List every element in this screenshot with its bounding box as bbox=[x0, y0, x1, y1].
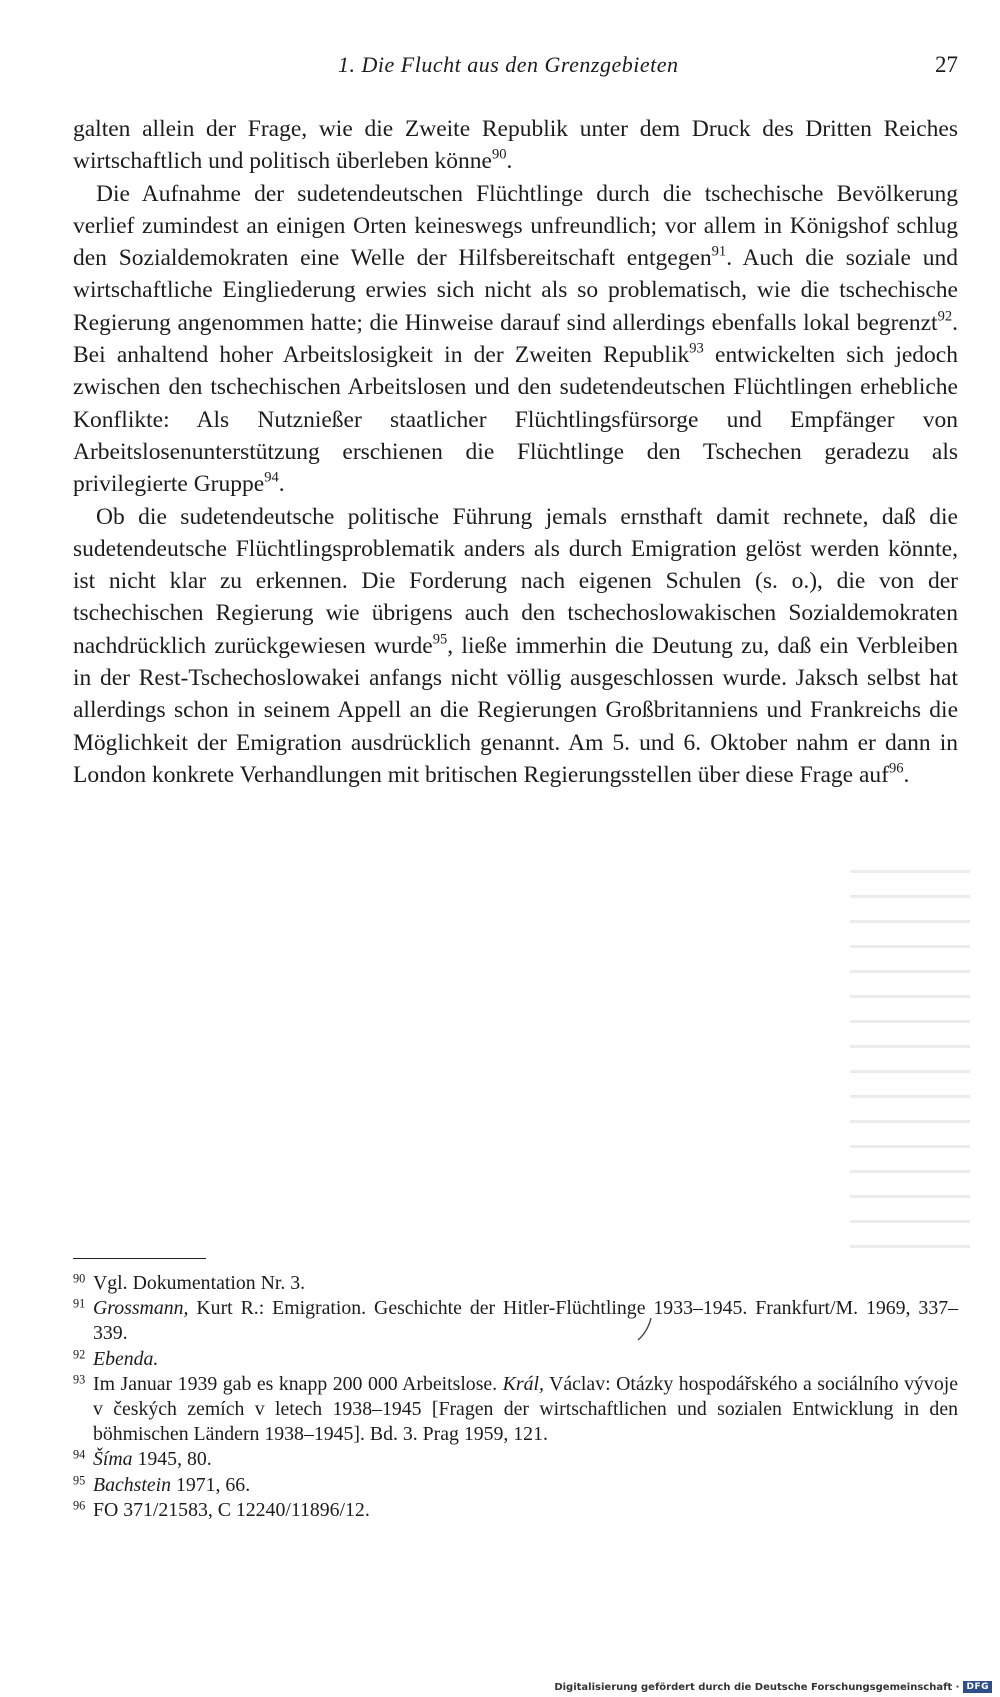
page-number: 27 bbox=[935, 52, 958, 77]
footnote-ref-91[interactable]: 91 bbox=[711, 243, 727, 260]
show-through-shadow bbox=[850, 870, 970, 1280]
footnote-91: $^{91}$ Grossmann, Kurt R.: Emigration. Geschichte der Hitler-Flüchtlinge 1933–1945. Frankfurt/M. 1969, 337–339. bbox=[73, 1296, 958, 1345]
footnote-ref-93[interactable]: 93 bbox=[689, 340, 704, 357]
paragraph-3: Ob die sudetendeutsche politische Führung jemals ernsthaft damit rechnete, daß die sudetendeutsche Flüchtlingsproblematik anders als durch Emigration gelöst werden könnte, ist nicht klar zu erkennen. Die Forderung nach eigenen Schulen (s. o.), die von der tschechischen Regierung wie übrigens auch den tschechoslowakischen Sozialdemokraten nachdrücklich zurückgewiesen wurde$^{95}$, ließe immerhin die Deutung zu, daß ein Verbleiben in der Rest-Tschechoslowakei anfangs nicht völlig ausgeschlossen wurde. Jaksch selbst hat allerdings schon in seinem Appell an die Regierungen Großbritanniens und Frankreichs die Möglichkeit der Emigration ausdrücklich genannt. Am 5. und 6. Oktober nahm er dann in London konkrete Verhandlungen mit britischen Regierungsstellen über diese Frage auf$^{96}$. bbox=[73, 503, 958, 788]
footnote-rule bbox=[73, 1258, 206, 1259]
footnote-ref-92[interactable]: 92 bbox=[937, 308, 953, 325]
footnote-ref-96[interactable]: 96 bbox=[888, 760, 904, 777]
paragraph-2: Die Aufnahme der sudetendeutschen Flüchtlinge durch die tschechische Bevölkerung verlief zumindest an einigen Orten keineswegs unfreundlich; vor allem in Königshof schlug den Sozialdemokraten eine Welle der Hilfsbereitschaft entgegen$^{91}$. Auch die soziale und wirtschaftliche Eingliederung erwies sich nicht als so problematisch, wie die tschechische Regierung angenommen hatte; die Hinweise darauf sind allerdings ebenfalls lokal begrenzt$^{92}$. Bei anhaltend hoher Arbeitslosigkeit in der Zweiten Republik$^{93}$ entwickelten sich jedoch zwischen den tschechischen Arbeitslosen und den sudetendeutschen Flüchtlingen erhebliche Konflikte: Als Nutznießer staatlicher Flüchtlingsfürsorge und Empfänger von Arbeitslosenunterstützung erschienen die Flüchtlinge den Tschechen geradezu als privilegierte Gruppe$^{94}$. bbox=[73, 180, 958, 498]
footnote-ref-95[interactable]: 95 bbox=[432, 631, 448, 648]
paragraph-1: galten allein der Frage, wie die Zweite Republik unter dem Druck des Dritten Reiches wirtschaftlich und politisch überleben könne$^{90}$. bbox=[73, 116, 958, 175]
body-text bbox=[73, 113, 958, 791]
running-header bbox=[0, 52, 1000, 92]
credit-text: Digitalisierung gefördert durch die Deutsche Forschungsgemeinschaft · bbox=[554, 1681, 960, 1693]
footnote-ref-94[interactable]: 94 bbox=[264, 469, 279, 486]
footnote-ref-90[interactable]: 90 bbox=[491, 146, 507, 163]
footnote-96: $^{96}$ FO 371/21583, C 12240/11896/12. bbox=[73, 1498, 370, 1521]
dfg-logo: DFG bbox=[963, 1681, 992, 1693]
footnote-93: $^{93}$ Im Januar 1939 gab es knapp 200 000 Arbeitslose. Král, Václav: Otázky hospodářského a sociálního vývoje v českých zemích v letech 1938–1945 [Fragen der wirtschaftlichen und sozialen Entwicklung in den böhmischen Ländern 1938–1945]. Bd. 3. Prag 1959, 121. bbox=[73, 1372, 958, 1446]
footnote-90: $^{90}$ Vgl. Dokumentation Nr. 3. bbox=[73, 1271, 306, 1294]
footnote-95: $^{95}$ Bachstein 1971, 66. bbox=[73, 1472, 251, 1496]
pencil-stroke-mark bbox=[636, 1316, 654, 1342]
footnote-92: $^{92}$ Ebenda. bbox=[73, 1346, 159, 1370]
running-title: 1. Die Flucht aus den Grenzgebieten bbox=[338, 52, 679, 77]
footnote-94: $^{94}$ Šíma 1945, 80. bbox=[73, 1447, 212, 1471]
digitization-credit bbox=[554, 1679, 992, 1695]
footnotes bbox=[73, 1271, 958, 1523]
